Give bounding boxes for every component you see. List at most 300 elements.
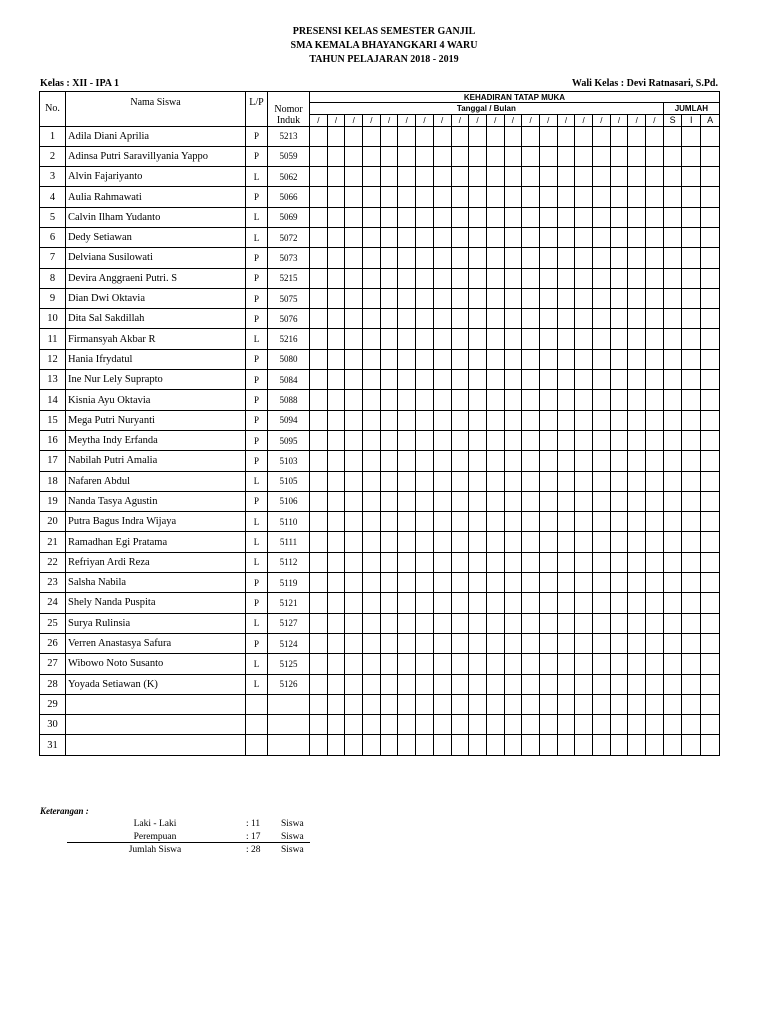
student-name: Ramadhan Egi Pratama bbox=[66, 532, 246, 552]
attendance-cell bbox=[610, 715, 628, 735]
summary-unit: Siswa bbox=[281, 845, 304, 855]
attendance-cell bbox=[398, 410, 416, 430]
attendance-cell bbox=[701, 491, 720, 511]
attendance-cell bbox=[310, 613, 328, 633]
row-number: 19 bbox=[40, 491, 66, 511]
attendance-cell bbox=[593, 573, 611, 593]
attendance-cell bbox=[504, 532, 522, 552]
attendance-cell bbox=[469, 654, 487, 674]
attendance-cell bbox=[398, 349, 416, 369]
summary-value: : 17 bbox=[246, 832, 261, 842]
attendance-cell bbox=[486, 187, 504, 207]
attendance-cell bbox=[345, 126, 363, 146]
attendance-cell bbox=[416, 227, 434, 247]
row-number: 23 bbox=[40, 573, 66, 593]
attendance-cell bbox=[433, 593, 451, 613]
attendance-cell bbox=[416, 309, 434, 329]
attendance-cell bbox=[416, 512, 434, 532]
attendance-cell bbox=[327, 227, 345, 247]
attendance-cell bbox=[416, 451, 434, 471]
attendance-cell bbox=[486, 512, 504, 532]
attendance-cell bbox=[363, 471, 381, 491]
attendance-cell bbox=[416, 573, 434, 593]
attendance-cell bbox=[310, 471, 328, 491]
attendance-cell bbox=[610, 552, 628, 572]
attendance-cell bbox=[486, 390, 504, 410]
attendance-cell bbox=[433, 573, 451, 593]
attendance-cell bbox=[451, 613, 469, 633]
attendance-cell bbox=[363, 532, 381, 552]
attendance-cell bbox=[610, 309, 628, 329]
attendance-cell bbox=[663, 370, 682, 390]
attendance-cell bbox=[663, 187, 682, 207]
attendance-cell bbox=[593, 288, 611, 308]
attendance-cell bbox=[628, 633, 646, 653]
attendance-cell bbox=[363, 329, 381, 349]
attendance-cell bbox=[593, 390, 611, 410]
attendance-cell bbox=[363, 674, 381, 694]
attendance-cell bbox=[522, 309, 540, 329]
attendance-cell bbox=[469, 207, 487, 227]
attendance-cell bbox=[539, 126, 557, 146]
attendance-cell bbox=[380, 430, 398, 450]
attendance-cell bbox=[610, 471, 628, 491]
attendance-cell bbox=[557, 187, 575, 207]
student-gender: P bbox=[246, 410, 268, 430]
student-gender: L bbox=[246, 207, 268, 227]
attendance-cell bbox=[701, 187, 720, 207]
attendance-cell bbox=[522, 715, 540, 735]
attendance-cell bbox=[345, 390, 363, 410]
attendance-cell bbox=[522, 451, 540, 471]
attendance-cell bbox=[327, 430, 345, 450]
attendance-cell bbox=[646, 694, 664, 714]
attendance-cell bbox=[539, 694, 557, 714]
attendance-cell bbox=[593, 451, 611, 471]
student-gender: P bbox=[246, 491, 268, 511]
attendance-cell bbox=[539, 451, 557, 471]
attendance-cell bbox=[469, 593, 487, 613]
attendance-cell bbox=[327, 207, 345, 227]
attendance-table bbox=[39, 91, 720, 756]
date-slot: / bbox=[416, 115, 434, 127]
attendance-cell bbox=[539, 309, 557, 329]
attendance-cell bbox=[380, 451, 398, 471]
attendance-cell bbox=[416, 715, 434, 735]
attendance-cell bbox=[310, 268, 328, 288]
attendance-cell bbox=[593, 207, 611, 227]
attendance-cell bbox=[682, 309, 701, 329]
table-row bbox=[40, 512, 720, 532]
attendance-cell bbox=[646, 512, 664, 532]
attendance-cell bbox=[557, 633, 575, 653]
attendance-cell bbox=[504, 268, 522, 288]
attendance-cell bbox=[433, 227, 451, 247]
attendance-cell bbox=[345, 715, 363, 735]
student-name bbox=[66, 715, 246, 735]
attendance-cell bbox=[628, 613, 646, 633]
table-row bbox=[40, 735, 720, 755]
attendance-cell bbox=[380, 654, 398, 674]
attendance-cell bbox=[504, 126, 522, 146]
attendance-cell bbox=[380, 187, 398, 207]
attendance-cell bbox=[682, 329, 701, 349]
attendance-cell bbox=[701, 309, 720, 329]
student-induk bbox=[268, 694, 310, 714]
header-induk: Induk bbox=[268, 115, 310, 127]
attendance-cell bbox=[398, 451, 416, 471]
attendance-cell bbox=[522, 552, 540, 572]
attendance-cell bbox=[663, 207, 682, 227]
student-name: Aulia Rahmawati bbox=[66, 187, 246, 207]
attendance-cell bbox=[539, 471, 557, 491]
attendance-cell bbox=[363, 187, 381, 207]
attendance-cell bbox=[628, 532, 646, 552]
attendance-cell bbox=[593, 146, 611, 166]
attendance-cell bbox=[575, 735, 593, 755]
table-row bbox=[40, 552, 720, 572]
attendance-cell bbox=[433, 349, 451, 369]
attendance-cell bbox=[433, 167, 451, 187]
attendance-cell bbox=[380, 167, 398, 187]
attendance-cell bbox=[593, 735, 611, 755]
attendance-cell bbox=[363, 593, 381, 613]
attendance-cell bbox=[416, 674, 434, 694]
attendance-cell bbox=[469, 410, 487, 430]
date-slot: / bbox=[628, 115, 646, 127]
attendance-cell bbox=[380, 715, 398, 735]
summary-label: Perempuan bbox=[133, 832, 177, 842]
attendance-cell bbox=[416, 207, 434, 227]
student-gender: P bbox=[246, 268, 268, 288]
attendance-cell bbox=[327, 309, 345, 329]
attendance-cell bbox=[646, 167, 664, 187]
attendance-cell bbox=[451, 207, 469, 227]
attendance-cell bbox=[398, 370, 416, 390]
student-name: Nanda Tasya Agustin bbox=[66, 491, 246, 511]
attendance-cell bbox=[451, 593, 469, 613]
table-row bbox=[40, 288, 720, 308]
attendance-cell bbox=[416, 187, 434, 207]
attendance-cell bbox=[345, 491, 363, 511]
attendance-cell bbox=[504, 309, 522, 329]
attendance-cell bbox=[327, 532, 345, 552]
attendance-cell bbox=[416, 349, 434, 369]
attendance-cell bbox=[575, 715, 593, 735]
attendance-cell bbox=[363, 654, 381, 674]
attendance-cell bbox=[539, 390, 557, 410]
attendance-cell bbox=[345, 593, 363, 613]
date-slot: / bbox=[363, 115, 381, 127]
attendance-cell bbox=[504, 430, 522, 450]
attendance-cell bbox=[575, 654, 593, 674]
attendance-cell bbox=[539, 430, 557, 450]
date-slot: / bbox=[593, 115, 611, 127]
attendance-cell bbox=[610, 248, 628, 268]
attendance-cell bbox=[557, 146, 575, 166]
attendance-cell bbox=[682, 532, 701, 552]
attendance-cell bbox=[593, 187, 611, 207]
attendance-cell bbox=[593, 126, 611, 146]
attendance-cell bbox=[310, 430, 328, 450]
attendance-cell bbox=[646, 126, 664, 146]
attendance-cell bbox=[557, 654, 575, 674]
attendance-cell bbox=[310, 146, 328, 166]
date-slot: / bbox=[451, 115, 469, 127]
attendance-cell bbox=[682, 694, 701, 714]
attendance-cell bbox=[682, 288, 701, 308]
attendance-cell bbox=[310, 512, 328, 532]
attendance-cell bbox=[701, 715, 720, 735]
attendance-cell bbox=[486, 532, 504, 552]
attendance-cell bbox=[486, 471, 504, 491]
attendance-cell bbox=[610, 268, 628, 288]
attendance-cell bbox=[327, 735, 345, 755]
row-number: 16 bbox=[40, 430, 66, 450]
attendance-cell bbox=[363, 552, 381, 572]
student-name: Wibowo Noto Susanto bbox=[66, 654, 246, 674]
attendance-cell bbox=[557, 451, 575, 471]
attendance-cell bbox=[646, 471, 664, 491]
attendance-cell bbox=[345, 146, 363, 166]
attendance-cell bbox=[628, 491, 646, 511]
table-row bbox=[40, 573, 720, 593]
attendance-cell bbox=[628, 735, 646, 755]
attendance-cell bbox=[593, 491, 611, 511]
attendance-cell bbox=[416, 491, 434, 511]
attendance-cell bbox=[310, 207, 328, 227]
attendance-cell bbox=[398, 146, 416, 166]
attendance-cell bbox=[610, 126, 628, 146]
attendance-cell bbox=[416, 167, 434, 187]
attendance-cell bbox=[451, 227, 469, 247]
header-lp: L/P bbox=[246, 92, 268, 127]
attendance-cell bbox=[522, 430, 540, 450]
attendance-cell bbox=[469, 329, 487, 349]
attendance-cell bbox=[575, 146, 593, 166]
attendance-cell bbox=[610, 674, 628, 694]
attendance-cell bbox=[310, 227, 328, 247]
date-slot: / bbox=[575, 115, 593, 127]
attendance-cell bbox=[575, 167, 593, 187]
attendance-cell bbox=[522, 573, 540, 593]
attendance-cell bbox=[575, 694, 593, 714]
student-gender: L bbox=[246, 613, 268, 633]
attendance-cell bbox=[380, 207, 398, 227]
attendance-cell bbox=[380, 471, 398, 491]
attendance-cell bbox=[646, 248, 664, 268]
student-gender: P bbox=[246, 288, 268, 308]
attendance-cell bbox=[363, 512, 381, 532]
attendance-cell bbox=[628, 288, 646, 308]
attendance-cell bbox=[451, 512, 469, 532]
attendance-cell bbox=[416, 146, 434, 166]
date-slot: / bbox=[539, 115, 557, 127]
attendance-cell bbox=[628, 715, 646, 735]
attendance-cell bbox=[416, 694, 434, 714]
student-induk: 5111 bbox=[268, 532, 310, 552]
attendance-cell bbox=[451, 309, 469, 329]
attendance-cell bbox=[646, 735, 664, 755]
attendance-cell bbox=[310, 491, 328, 511]
student-gender: L bbox=[246, 552, 268, 572]
attendance-cell bbox=[539, 715, 557, 735]
attendance-cell bbox=[557, 694, 575, 714]
attendance-cell bbox=[682, 593, 701, 613]
summary-value: : 28 bbox=[246, 845, 261, 855]
attendance-cell bbox=[682, 410, 701, 430]
table-row bbox=[40, 694, 720, 714]
attendance-cell bbox=[398, 167, 416, 187]
summary-label: Jumlah Siswa bbox=[128, 845, 182, 855]
attendance-cell bbox=[539, 227, 557, 247]
attendance-cell bbox=[610, 512, 628, 532]
attendance-cell bbox=[363, 349, 381, 369]
attendance-cell bbox=[380, 227, 398, 247]
attendance-cell bbox=[327, 126, 345, 146]
student-name: Ine Nur Lely Suprapto bbox=[66, 370, 246, 390]
attendance-cell bbox=[451, 715, 469, 735]
student-gender: P bbox=[246, 593, 268, 613]
attendance-cell bbox=[469, 167, 487, 187]
attendance-cell bbox=[522, 207, 540, 227]
attendance-cell bbox=[380, 552, 398, 572]
attendance-cell bbox=[398, 268, 416, 288]
student-gender: P bbox=[246, 633, 268, 653]
attendance-cell bbox=[363, 370, 381, 390]
attendance-cell bbox=[310, 593, 328, 613]
attendance-cell bbox=[486, 126, 504, 146]
attendance-cell bbox=[327, 248, 345, 268]
attendance-cell bbox=[398, 126, 416, 146]
attendance-cell bbox=[310, 349, 328, 369]
attendance-cell bbox=[469, 451, 487, 471]
table-row bbox=[40, 207, 720, 227]
table-row bbox=[40, 654, 720, 674]
attendance-cell bbox=[682, 552, 701, 572]
student-induk: 5069 bbox=[268, 207, 310, 227]
attendance-cell bbox=[504, 593, 522, 613]
attendance-cell bbox=[433, 613, 451, 633]
attendance-cell bbox=[701, 633, 720, 653]
attendance-cell bbox=[575, 573, 593, 593]
student-induk: 5076 bbox=[268, 309, 310, 329]
date-slot: / bbox=[398, 115, 416, 127]
attendance-cell bbox=[310, 694, 328, 714]
attendance-cell bbox=[593, 349, 611, 369]
attendance-cell bbox=[433, 674, 451, 694]
attendance-cell bbox=[398, 552, 416, 572]
attendance-cell bbox=[663, 633, 682, 653]
attendance-cell bbox=[327, 268, 345, 288]
attendance-cell bbox=[682, 349, 701, 369]
attendance-cell bbox=[575, 532, 593, 552]
attendance-cell bbox=[610, 370, 628, 390]
student-induk: 5066 bbox=[268, 187, 310, 207]
attendance-cell bbox=[504, 248, 522, 268]
attendance-cell bbox=[628, 674, 646, 694]
attendance-cell bbox=[416, 248, 434, 268]
keterangan-label: Keterangan : bbox=[40, 806, 89, 816]
attendance-cell bbox=[504, 715, 522, 735]
row-number: 31 bbox=[40, 735, 66, 755]
row-number: 1 bbox=[40, 126, 66, 146]
attendance-cell bbox=[504, 146, 522, 166]
attendance-cell bbox=[539, 633, 557, 653]
attendance-cell bbox=[451, 471, 469, 491]
attendance-cell bbox=[451, 288, 469, 308]
row-number: 27 bbox=[40, 654, 66, 674]
attendance-cell bbox=[593, 674, 611, 694]
attendance-cell bbox=[663, 674, 682, 694]
attendance-cell bbox=[433, 451, 451, 471]
summary-label: Laki - Laki bbox=[133, 819, 177, 829]
attendance-cell bbox=[575, 309, 593, 329]
attendance-cell bbox=[610, 410, 628, 430]
attendance-cell bbox=[327, 613, 345, 633]
student-induk: 5215 bbox=[268, 268, 310, 288]
attendance-cell bbox=[610, 207, 628, 227]
attendance-cell bbox=[539, 674, 557, 694]
attendance-cell bbox=[701, 613, 720, 633]
attendance-cell bbox=[663, 694, 682, 714]
table-row bbox=[40, 491, 720, 511]
attendance-cell bbox=[416, 613, 434, 633]
attendance-cell bbox=[451, 126, 469, 146]
table-row bbox=[40, 309, 720, 329]
attendance-cell bbox=[646, 309, 664, 329]
table-row bbox=[40, 370, 720, 390]
attendance-cell bbox=[451, 268, 469, 288]
attendance-cell bbox=[451, 248, 469, 268]
attendance-cell bbox=[345, 329, 363, 349]
attendance-cell bbox=[701, 248, 720, 268]
summary-value: : 11 bbox=[246, 819, 261, 829]
student-gender: P bbox=[246, 430, 268, 450]
attendance-cell bbox=[628, 410, 646, 430]
header-jumlah: JUMLAH bbox=[663, 103, 719, 115]
attendance-cell bbox=[416, 268, 434, 288]
attendance-cell bbox=[310, 654, 328, 674]
attendance-cell bbox=[310, 410, 328, 430]
attendance-cell bbox=[380, 288, 398, 308]
attendance-cell bbox=[469, 573, 487, 593]
attendance-cell bbox=[504, 674, 522, 694]
attendance-cell bbox=[593, 593, 611, 613]
student-induk: 5216 bbox=[268, 329, 310, 349]
attendance-cell bbox=[469, 227, 487, 247]
attendance-cell bbox=[682, 187, 701, 207]
attendance-cell bbox=[345, 694, 363, 714]
attendance-cell bbox=[610, 329, 628, 349]
attendance-cell bbox=[469, 633, 487, 653]
attendance-cell bbox=[363, 288, 381, 308]
attendance-cell bbox=[701, 349, 720, 369]
attendance-cell bbox=[363, 633, 381, 653]
attendance-cell bbox=[433, 430, 451, 450]
attendance-cell bbox=[310, 329, 328, 349]
student-gender: L bbox=[246, 227, 268, 247]
attendance-cell bbox=[486, 349, 504, 369]
attendance-cell bbox=[522, 593, 540, 613]
attendance-cell bbox=[539, 512, 557, 532]
attendance-cell bbox=[522, 735, 540, 755]
attendance-cell bbox=[646, 207, 664, 227]
attendance-cell bbox=[433, 654, 451, 674]
attendance-cell bbox=[701, 674, 720, 694]
attendance-cell bbox=[557, 613, 575, 633]
attendance-cell bbox=[433, 329, 451, 349]
